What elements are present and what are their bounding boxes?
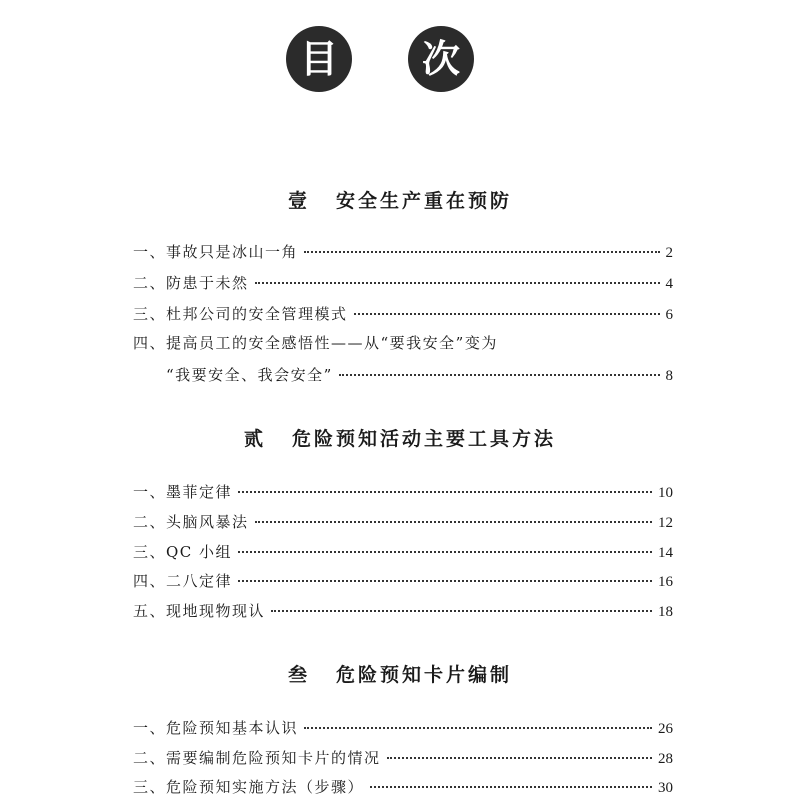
toc-entry[interactable]	[133, 241, 673, 265]
dot-leader	[238, 491, 652, 493]
title-char-ci: 次	[408, 26, 474, 92]
toc-page-number: 8	[665, 368, 673, 384]
section-title: 危险预知卡片编制	[336, 664, 513, 686]
toc-entry[interactable]	[133, 776, 673, 800]
toc-page-number: 30	[658, 780, 673, 796]
toc-page-number: 6	[665, 307, 673, 323]
toc-entry[interactable]	[133, 511, 673, 535]
dot-leader	[255, 282, 660, 284]
dot-leader	[304, 251, 659, 253]
toc-entry-continuation: “我要安全、我会安全”	[166, 366, 333, 384]
section-heading-2	[0, 424, 800, 451]
toc-entry[interactable]	[133, 747, 673, 771]
toc-entry-label: 三、杜邦公司的安全管理模式	[133, 305, 348, 323]
toc-page-number: 28	[658, 751, 673, 767]
toc-entry[interactable]	[133, 481, 673, 505]
toc-entry-label: 一、事故只是冰山一角	[133, 243, 299, 261]
toc-entry[interactable]	[133, 570, 673, 594]
section-title: 危险预知活动主要工具方法	[292, 428, 557, 450]
toc-entry-label: 三、QC 小组	[133, 543, 233, 561]
toc-title	[0, 26, 800, 96]
dot-leader	[354, 313, 660, 315]
dot-leader	[238, 551, 652, 553]
dot-leader	[387, 757, 652, 759]
toc-page-number: 4	[665, 276, 673, 292]
title-char-mu: 目	[286, 26, 352, 92]
toc-page-number: 18	[658, 604, 673, 620]
toc-entry[interactable]	[133, 272, 673, 296]
toc-entry[interactable]	[133, 717, 673, 741]
toc-entry[interactable]	[166, 364, 673, 388]
toc-page-number: 2	[665, 245, 673, 261]
toc-entry-label-line1[interactable]: 四、提高员工的安全感悟性——从“要我安全”变为	[133, 334, 498, 352]
dot-leader	[238, 580, 652, 582]
section-number: 壹	[287, 190, 310, 212]
dot-leader	[271, 610, 652, 612]
section-heading-3	[0, 660, 800, 687]
section-number: 贰	[243, 428, 266, 450]
toc-entry-label: 四、二八定律	[133, 572, 233, 590]
dot-leader	[370, 786, 652, 788]
toc-page-number: 12	[658, 515, 673, 531]
dot-leader	[255, 521, 652, 523]
toc-entry[interactable]	[133, 303, 673, 327]
toc-entry[interactable]	[133, 541, 673, 565]
toc-entry[interactable]	[133, 600, 673, 624]
toc-entry-label: 二、头脑风暴法	[133, 513, 249, 531]
toc-page-number: 14	[658, 545, 673, 561]
section-heading-1	[0, 186, 800, 213]
toc-page-number: 10	[658, 485, 673, 501]
toc-entry-label: 二、防患于未然	[133, 274, 249, 292]
toc-entry-label: 二、需要编制危险预知卡片的情况	[133, 749, 381, 767]
toc-page-number: 26	[658, 721, 673, 737]
dot-leader	[339, 374, 660, 376]
toc-entry-label: 五、现地现物现认	[133, 602, 266, 620]
section-title: 安全生产重在预防	[336, 190, 513, 212]
section-number: 叁	[287, 664, 310, 686]
dot-leader	[304, 727, 652, 729]
toc-entry-label: 一、危险预知基本认识	[133, 719, 299, 737]
toc-entry-label: 一、墨菲定律	[133, 483, 233, 501]
toc-entry-label: 三、危险预知实施方法（步骤）	[133, 778, 365, 796]
toc-page-number: 16	[658, 574, 673, 590]
